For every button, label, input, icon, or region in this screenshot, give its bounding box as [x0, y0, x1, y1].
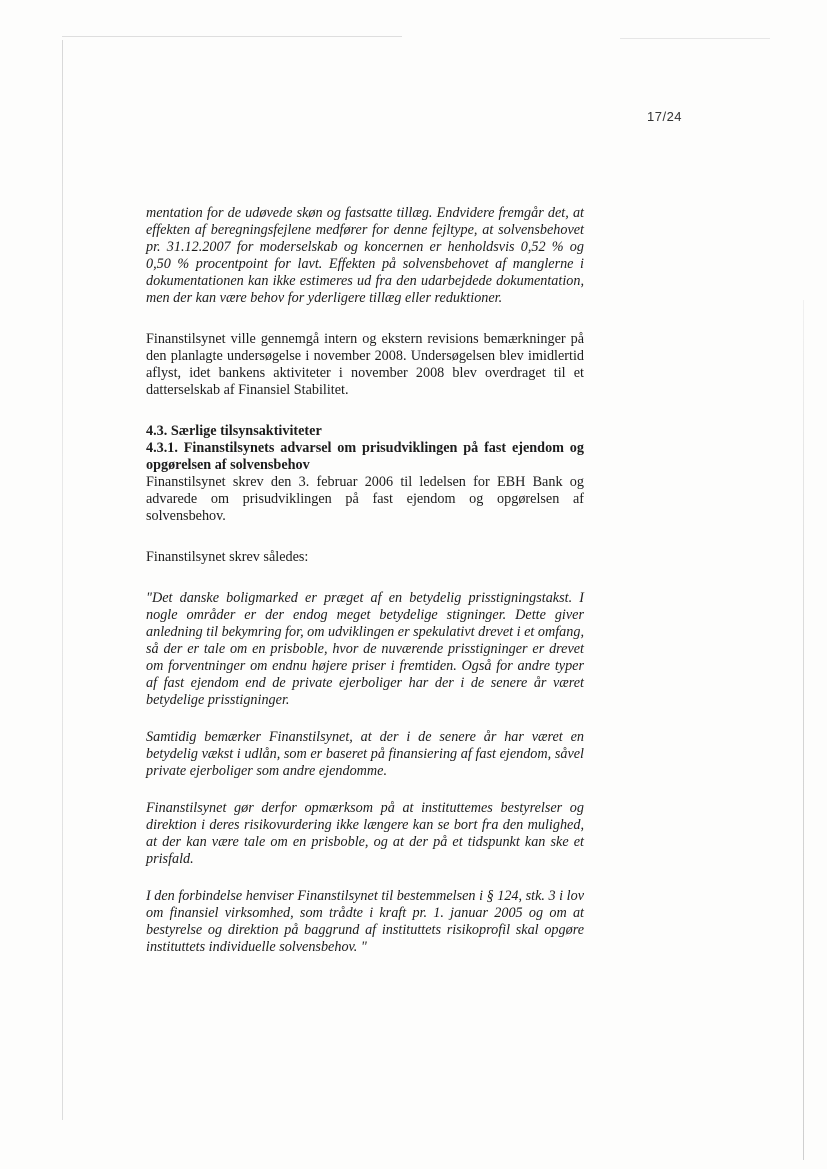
paragraph-review: Finanstilsynet ville gennemgå intern og ekstern revisions bemærkninger på den planlagte undersøgelse i november 2008. Undersøgelsen blev imidlertid aflyst, idet bankens aktiviteter i november 2008 blev overdraget til et datterselskab af Finansiel Stabilitet. [146, 331, 584, 398]
scan-edge-top [62, 36, 402, 37]
quote-paragraph: Samtidig bemærker Finanstilsynet, at der i de senere år har været en betydelig vækst i udlån, som er baseret på finansiering af fast ejendom, såvel private ejerboliger som andre ejendomme. [146, 729, 584, 779]
scan-edge-right [803, 300, 804, 1160]
paragraph-letter: Finanstilsynet skrev den 3. februar 2006 til ledelsen for EBH Bank og advarede om prisudviklingen på fast ejendom og opgørelsen af solvensbehov. [146, 474, 584, 524]
quote-paragraph: "Det danske boligmarked er præget af en betydelig prisstigningstakst. I nogle områder er der endog meget betydelige stigninger. Dette giver anledning til bekymring for, om udviklingen er spekulativt drevet i et omfang, så der er tale om en prisboble, hvor de nuværende prisstigninger er drevet om forventninger om endnu højere priser i fremtiden. Også for andre typer af fast ejendom end de private ejerboliger har der i de senere år været betydelige prisstigninger. [146, 590, 585, 708]
scan-edge-top-right [620, 38, 770, 39]
scan-edge-left [62, 40, 63, 1120]
intro-paragraph: mentation for de udøvede skøn og fastsatte tillæg. Endvidere fremgår det, at effekten af beregningsfejlene medfører for denne fejltype, at solvensbehovet pr. 31.12.2007 for moderselskab og koncernen er henholdsvis 0,52 % og 0,50 % procentpoint for lavt. Effekten på solvensbehovet af manglerne i dokumentationen kan ikke estimeres ud fra den udarbejdede dokumentation, men der kan være behov for yderligere tillæg eller reduktioner. [146, 205, 584, 306]
subsection-heading: 4.3.1. Finanstilsynets advarsel om prisudviklingen på fast ejendom og opgørelsen af solvensbehov [146, 440, 584, 473]
quote-paragraph: I den forbindelse henviser Finanstilsynet til bestemmelsen i § 124, stk. 3 i lov om finansiel virksomhed, som trådte i kraft pr. 1. januar 2005 og om at bestyrelse og direktion på baggrund af instituttets risikoprofil skal opgøre instituttets individuelle solvensbehov. " [146, 888, 584, 955]
page-number: 17/24 [647, 109, 683, 124]
document-body [146, 205, 584, 956]
section-heading: 4.3. Særlige tilsynsaktiviteter [146, 423, 322, 439]
quote-paragraph: Finanstilsynet gør derfor opmærksom på at instituttemes bestyrelser og direktion i deres risikovurdering ikke længere kan se bort fra den mulighed, at der kan være tale om en prisboble, og at der på et tidspunkt kan ske et prisfald. [146, 800, 584, 867]
quote-block [146, 590, 584, 956]
paragraph-quote-intro: Finanstilsynet skrev således: [146, 549, 309, 565]
